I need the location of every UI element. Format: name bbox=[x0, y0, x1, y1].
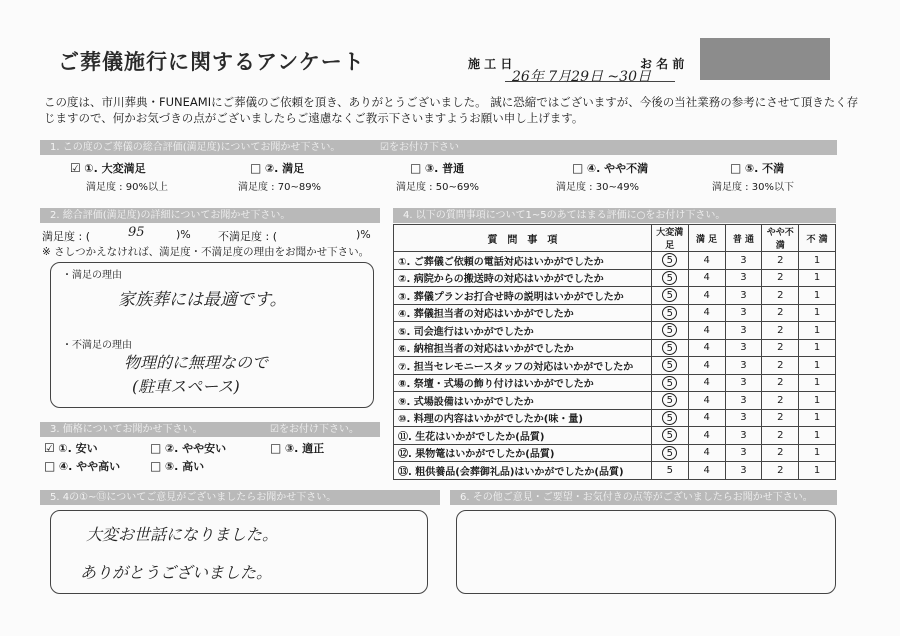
reason-bad-text-1[interactable]: 物理的に無理なので bbox=[124, 353, 269, 372]
rating-cell[interactable] bbox=[725, 392, 762, 410]
rating-value: 3 bbox=[740, 447, 747, 459]
rating-cell[interactable] bbox=[762, 304, 799, 322]
redacted-name bbox=[700, 38, 830, 80]
s1-option-4-label: ④. やや不満 bbox=[586, 162, 649, 175]
name-label: お 名 前 bbox=[640, 57, 685, 71]
rating-cell[interactable] bbox=[688, 462, 725, 480]
rating-value: 3 bbox=[740, 464, 747, 476]
question-text: ⑨. 式場設備はいかがでしたか bbox=[394, 392, 652, 410]
rating-cell[interactable] bbox=[688, 339, 725, 357]
rating-value: 1 bbox=[813, 307, 821, 319]
rating-cell[interactable] bbox=[762, 444, 799, 462]
col-question: 質 問 事 項 bbox=[394, 225, 652, 252]
col-somewhat-unsatisfied: やや不満 bbox=[762, 225, 799, 252]
rating-cell[interactable] bbox=[799, 339, 836, 357]
reason-good-text[interactable]: 家族葬には最適です。 bbox=[118, 290, 287, 310]
s3-option-1-label: ①. 安い bbox=[58, 442, 98, 455]
rating-value: 2 bbox=[777, 359, 784, 371]
rating-value: 1 bbox=[813, 342, 821, 354]
rating-value: 3 bbox=[740, 394, 747, 406]
rating-value: 4 bbox=[703, 324, 710, 336]
date-underline bbox=[505, 81, 675, 82]
rating-cell[interactable] bbox=[725, 357, 762, 375]
rating-cell[interactable] bbox=[762, 252, 799, 270]
rating-value: 4 bbox=[703, 429, 710, 441]
s1-option-4[interactable] bbox=[572, 160, 648, 176]
s1-option-1-sub: 満足度 : 90%以上 bbox=[86, 182, 168, 193]
s1-option-5[interactable] bbox=[730, 160, 784, 176]
rating-value: 3 bbox=[740, 429, 747, 441]
table-row bbox=[394, 392, 836, 410]
rating-cell[interactable] bbox=[762, 374, 799, 392]
s1-option-1[interactable] bbox=[70, 160, 146, 176]
table-row bbox=[394, 287, 836, 305]
rating-value: 4 bbox=[703, 394, 710, 406]
rating-value: 2 bbox=[777, 254, 784, 266]
rating-cell[interactable] bbox=[688, 444, 725, 462]
circled-rating: 5 bbox=[662, 341, 677, 355]
circled-rating: 5 bbox=[662, 358, 677, 372]
checkbox-icon[interactable]: □ bbox=[150, 441, 162, 455]
rating-cell[interactable] bbox=[799, 392, 836, 410]
col-unsatisfied: 不 満 bbox=[799, 225, 836, 252]
rating-cell[interactable] bbox=[799, 357, 836, 375]
s3-option-3[interactable] bbox=[270, 440, 324, 456]
rating-cell[interactable] bbox=[651, 252, 688, 270]
rating-cell[interactable] bbox=[651, 339, 688, 357]
rating-cell[interactable] bbox=[651, 357, 688, 375]
reason-bad-text-2[interactable]: (駐車スペース) bbox=[132, 377, 240, 396]
table-row bbox=[394, 462, 836, 480]
satisfaction-percent: )% bbox=[176, 228, 191, 241]
section3-hint: ☑をお付け下さい。 bbox=[270, 424, 359, 435]
rating-value: 2 bbox=[777, 324, 784, 336]
table-row bbox=[394, 322, 836, 340]
checkbox-icon[interactable]: □ bbox=[730, 161, 742, 175]
section5-text-1: 大変お世話になりました。 bbox=[86, 525, 279, 544]
rating-cell[interactable] bbox=[762, 339, 799, 357]
dissatisfaction-percent: )% bbox=[356, 228, 371, 241]
rating-value: 4 bbox=[703, 447, 710, 459]
rating-cell[interactable] bbox=[799, 409, 836, 427]
rating-value: 4 bbox=[703, 307, 710, 319]
rating-value: 3 bbox=[740, 342, 747, 354]
rating-value: 3 bbox=[740, 307, 747, 319]
rating-cell[interactable] bbox=[651, 287, 688, 305]
rating-cell[interactable] bbox=[651, 462, 688, 480]
rating-value: 4 bbox=[703, 289, 710, 301]
table-row bbox=[394, 269, 836, 287]
rating-value: 2 bbox=[777, 307, 784, 319]
checkbox-checked-icon[interactable]: ☑ bbox=[70, 161, 81, 175]
checkbox-icon[interactable]: □ bbox=[250, 161, 262, 175]
rating-cell[interactable] bbox=[688, 392, 725, 410]
rating-cell[interactable] bbox=[725, 339, 762, 357]
section6-title: 6. その他ご意見・ご要望・お気付きの点等がございましたらお聞かせ下さい。 bbox=[460, 492, 813, 503]
s3-option-3-label: ③. 適正 bbox=[284, 442, 325, 455]
question-text: ⑤. 司会進行はいかがでしたか bbox=[394, 322, 652, 340]
circled-rating: 5 bbox=[662, 411, 677, 425]
rating-value: 2 bbox=[777, 447, 784, 459]
s1-option-1-label: ①. 大変満足 bbox=[84, 162, 146, 175]
question-text: ⑬. 粗供養品(会葬御礼品)はいかがでしたか(品質) bbox=[394, 462, 652, 480]
rating-cell[interactable] bbox=[725, 409, 762, 427]
circled-rating: 5 bbox=[662, 428, 677, 442]
rating-cell[interactable] bbox=[688, 409, 725, 427]
rating-value: 1 bbox=[813, 429, 821, 441]
circled-rating: 5 bbox=[662, 376, 677, 390]
table-row bbox=[394, 427, 836, 445]
section1-hint: ☑をお付け下さい bbox=[380, 142, 459, 153]
s1-option-5-sub: 満足度 : 30%以下 bbox=[712, 182, 794, 193]
section6-header bbox=[450, 490, 837, 505]
rating-cell[interactable] bbox=[651, 374, 688, 392]
rating-value: 1 bbox=[813, 324, 821, 336]
s1-option-3-sub: 満足度 : 50~69% bbox=[396, 182, 480, 193]
rating-value: 3 bbox=[740, 289, 747, 301]
satisfaction-value[interactable]: 95 bbox=[128, 225, 145, 240]
rating-cell[interactable] bbox=[799, 374, 836, 392]
rating-cell[interactable] bbox=[762, 287, 799, 305]
rating-cell[interactable] bbox=[725, 287, 762, 305]
table-row bbox=[394, 444, 836, 462]
rating-cell[interactable] bbox=[651, 444, 688, 462]
rating-cell[interactable] bbox=[762, 269, 799, 287]
s1-option-2-label: ②. 満足 bbox=[264, 162, 305, 175]
rating-cell[interactable] bbox=[762, 427, 799, 445]
s3-option-5[interactable] bbox=[150, 458, 204, 474]
rating-value: 4 bbox=[703, 342, 710, 354]
table-row bbox=[394, 357, 836, 375]
rating-value: 4 bbox=[703, 412, 710, 424]
date-label: 施 工 日 bbox=[468, 57, 513, 71]
circled-rating: 5 bbox=[662, 323, 677, 337]
rating-cell[interactable] bbox=[725, 444, 762, 462]
rating-value: 2 bbox=[777, 429, 784, 441]
rating-value: 2 bbox=[777, 289, 784, 301]
rating-value: 2 bbox=[777, 412, 784, 424]
page-title: ご葬儀施行に関するアンケート bbox=[58, 50, 365, 74]
rating-value: 4 bbox=[703, 272, 710, 284]
rating-value: 4 bbox=[703, 464, 710, 476]
reason-bad-label: ・不満足の理由 bbox=[62, 340, 132, 351]
rating-value: 2 bbox=[777, 377, 784, 389]
question-text: ⑪. 生花はいかがでしたか(品質) bbox=[394, 427, 652, 445]
table-row bbox=[394, 252, 836, 270]
rating-value: 4 bbox=[703, 377, 710, 389]
rating-cell[interactable] bbox=[688, 252, 725, 270]
rating-cell[interactable] bbox=[651, 269, 688, 287]
reason-note: ※ さしつかえなければ、満足度・不満足度の理由をお聞かせ下さい。 bbox=[42, 246, 370, 258]
rating-cell[interactable] bbox=[688, 374, 725, 392]
rating-cell[interactable] bbox=[762, 357, 799, 375]
date-value[interactable]: 26年 7月29日 ~30日 bbox=[512, 69, 651, 85]
rating-cell[interactable] bbox=[688, 322, 725, 340]
rating-value: 1 bbox=[813, 254, 821, 266]
circled-rating: 5 bbox=[662, 393, 677, 407]
question-text: ⑧. 祭壇・式場の飾り付けはいかがでしたか bbox=[394, 374, 652, 392]
rating-cell[interactable] bbox=[762, 409, 799, 427]
rating-value: 1 bbox=[813, 412, 821, 424]
rating-value: 3 bbox=[740, 324, 747, 336]
s1-option-3[interactable] bbox=[410, 160, 464, 176]
rating-value: 4 bbox=[703, 359, 710, 371]
rating-cell[interactable] bbox=[799, 269, 836, 287]
s3-option-2-label: ②. やや安い bbox=[164, 442, 227, 455]
rating-value: 3 bbox=[740, 377, 747, 389]
rating-cell[interactable] bbox=[688, 427, 725, 445]
question-text: ③. 葬儀プランお打合せ時の説明はいかがでしたか bbox=[394, 287, 652, 305]
rating-cell[interactable] bbox=[762, 322, 799, 340]
rating-value: 3 bbox=[740, 412, 747, 424]
question-text: ④. 葬儀担当者の対応はいかがでしたか bbox=[394, 304, 652, 322]
rating-value: 4 bbox=[703, 254, 710, 266]
rating-cell[interactable] bbox=[799, 322, 836, 340]
question-table bbox=[393, 224, 836, 480]
rating-value: 1 bbox=[813, 464, 821, 476]
table-row bbox=[394, 409, 836, 427]
rating-cell[interactable] bbox=[688, 357, 725, 375]
question-text: ⑫. 果物篭はいかがでしたか(品質) bbox=[394, 444, 652, 462]
s1-option-5-label: ⑤. 不満 bbox=[744, 162, 785, 175]
s3-option-4[interactable] bbox=[44, 458, 120, 474]
rating-value: 3 bbox=[740, 254, 747, 266]
table-row bbox=[394, 374, 836, 392]
rating-value: 5 bbox=[666, 464, 673, 476]
rating-value: 3 bbox=[740, 272, 747, 284]
rating-cell[interactable] bbox=[725, 252, 762, 270]
rating-cell[interactable] bbox=[799, 287, 836, 305]
table-row bbox=[394, 304, 836, 322]
rating-cell[interactable] bbox=[651, 392, 688, 410]
rating-cell[interactable] bbox=[762, 462, 799, 480]
rating-value: 1 bbox=[813, 272, 821, 284]
question-text: ②. 病院からの搬送時の対応はいかがでしたか bbox=[394, 269, 652, 287]
section4-title: 4. 以下の質問事項について1~5のあてはまる評価に○をお付け下さい。 bbox=[403, 210, 726, 221]
rating-cell[interactable] bbox=[725, 374, 762, 392]
s3-option-5-label: ⑤. 高い bbox=[164, 460, 205, 473]
rating-value: 3 bbox=[740, 359, 747, 371]
s3-option-4-label: ④. やや高い bbox=[58, 460, 121, 473]
rating-value: 1 bbox=[813, 377, 821, 389]
section5-header bbox=[40, 490, 440, 505]
rating-value: 1 bbox=[813, 447, 821, 459]
s1-option-2-sub: 満足度 : 70~89% bbox=[238, 182, 322, 193]
checkbox-icon[interactable]: □ bbox=[150, 459, 162, 473]
table-row bbox=[394, 339, 836, 357]
rating-cell[interactable] bbox=[725, 269, 762, 287]
rating-cell[interactable] bbox=[799, 462, 836, 480]
checkbox-icon[interactable]: □ bbox=[410, 161, 422, 175]
col-satisfied: 満 足 bbox=[688, 225, 725, 252]
rating-value: 2 bbox=[777, 342, 784, 354]
col-very-satisfied: 大変満足 bbox=[651, 225, 688, 252]
rating-cell[interactable] bbox=[651, 427, 688, 445]
rating-cell[interactable] bbox=[799, 304, 836, 322]
section4-header bbox=[393, 208, 836, 223]
rating-value: 2 bbox=[777, 394, 784, 406]
s3-option-1[interactable] bbox=[44, 440, 98, 456]
rating-cell[interactable] bbox=[799, 427, 836, 445]
rating-value: 1 bbox=[813, 359, 821, 371]
question-text: ⑩. 料理の内容はいかがでしたか(味・量) bbox=[394, 409, 652, 427]
section1-header bbox=[40, 140, 837, 155]
s1-option-3-label: ③. 普通 bbox=[424, 162, 465, 175]
satisfaction-label: 満足度 : ( bbox=[42, 230, 90, 243]
checkbox-icon[interactable]: □ bbox=[270, 441, 282, 455]
circled-rating: 5 bbox=[662, 446, 677, 460]
checkbox-icon[interactable]: □ bbox=[44, 459, 56, 473]
section3-header bbox=[40, 422, 380, 437]
rating-cell[interactable] bbox=[651, 322, 688, 340]
circled-rating: 5 bbox=[662, 271, 677, 285]
rating-cell[interactable] bbox=[725, 304, 762, 322]
rating-cell[interactable] bbox=[688, 304, 725, 322]
s1-option-2[interactable] bbox=[250, 160, 304, 176]
rating-cell[interactable] bbox=[725, 427, 762, 445]
circled-rating: 5 bbox=[662, 306, 677, 320]
section6-comment-box[interactable] bbox=[456, 510, 836, 594]
circled-rating: 5 bbox=[662, 288, 677, 302]
rating-cell[interactable] bbox=[725, 462, 762, 480]
rating-value: 2 bbox=[777, 464, 784, 476]
dissatisfaction-label: 不満足度 : ( bbox=[218, 230, 277, 243]
checkbox-checked-icon[interactable]: ☑ bbox=[44, 441, 55, 455]
section2-title: 2. 総合評価(満足度)の詳細についてお聞かせ下さい。 bbox=[50, 210, 291, 221]
rating-cell[interactable] bbox=[688, 287, 725, 305]
question-text: ⑥. 納棺担当者の対応はいかがでしたか bbox=[394, 339, 652, 357]
rating-value: 1 bbox=[813, 394, 821, 406]
reason-good-label: ・満足の理由 bbox=[62, 270, 122, 281]
section5-title: 5. 4の①~⑬についてご意見がございましたらお聞かせ下さい。 bbox=[50, 492, 337, 503]
rating-cell[interactable] bbox=[799, 252, 836, 270]
rating-cell[interactable] bbox=[651, 304, 688, 322]
rating-value: 1 bbox=[813, 289, 821, 301]
checkbox-icon[interactable]: □ bbox=[572, 161, 584, 175]
rating-cell[interactable] bbox=[688, 269, 725, 287]
question-text: ⑦. 担当セレモニースタッフの対応はいかがでしたか bbox=[394, 357, 652, 375]
rating-cell[interactable] bbox=[651, 409, 688, 427]
question-text: ①. ご葬儀ご依頼の電話対応はいかがでしたか bbox=[394, 252, 652, 270]
intro-text: この度は、市川葬典・FUNEAMIにご葬儀のご依頼を頂き、ありがとうございました。 誠に恐縮ではございますが、今後の当社業務の参考にさせて頂きたく存じますので、何かお気づきの点がございましたらご遠慮なくご教示下さいますようお願い申し上げます。 bbox=[44, 95, 859, 125]
section5-text-2: ありがとうございました。 bbox=[80, 563, 273, 582]
s1-option-4-sub: 満足度 : 30~49% bbox=[556, 182, 640, 193]
rating-cell[interactable] bbox=[799, 444, 836, 462]
section3-title: 3. 価格についてお聞かせ下さい。 bbox=[50, 424, 203, 435]
s3-option-2[interactable] bbox=[150, 440, 226, 456]
table-header-row bbox=[394, 225, 836, 252]
col-normal: 普 通 bbox=[725, 225, 762, 252]
circled-rating: 5 bbox=[662, 253, 677, 267]
rating-cell[interactable] bbox=[725, 322, 762, 340]
rating-value: 2 bbox=[777, 272, 784, 284]
rating-cell[interactable] bbox=[762, 392, 799, 410]
section1-title: 1. この度のご葬儀の総合評価(満足度)についてお聞かせ下さい。 bbox=[50, 142, 341, 153]
section2-header bbox=[40, 208, 380, 223]
